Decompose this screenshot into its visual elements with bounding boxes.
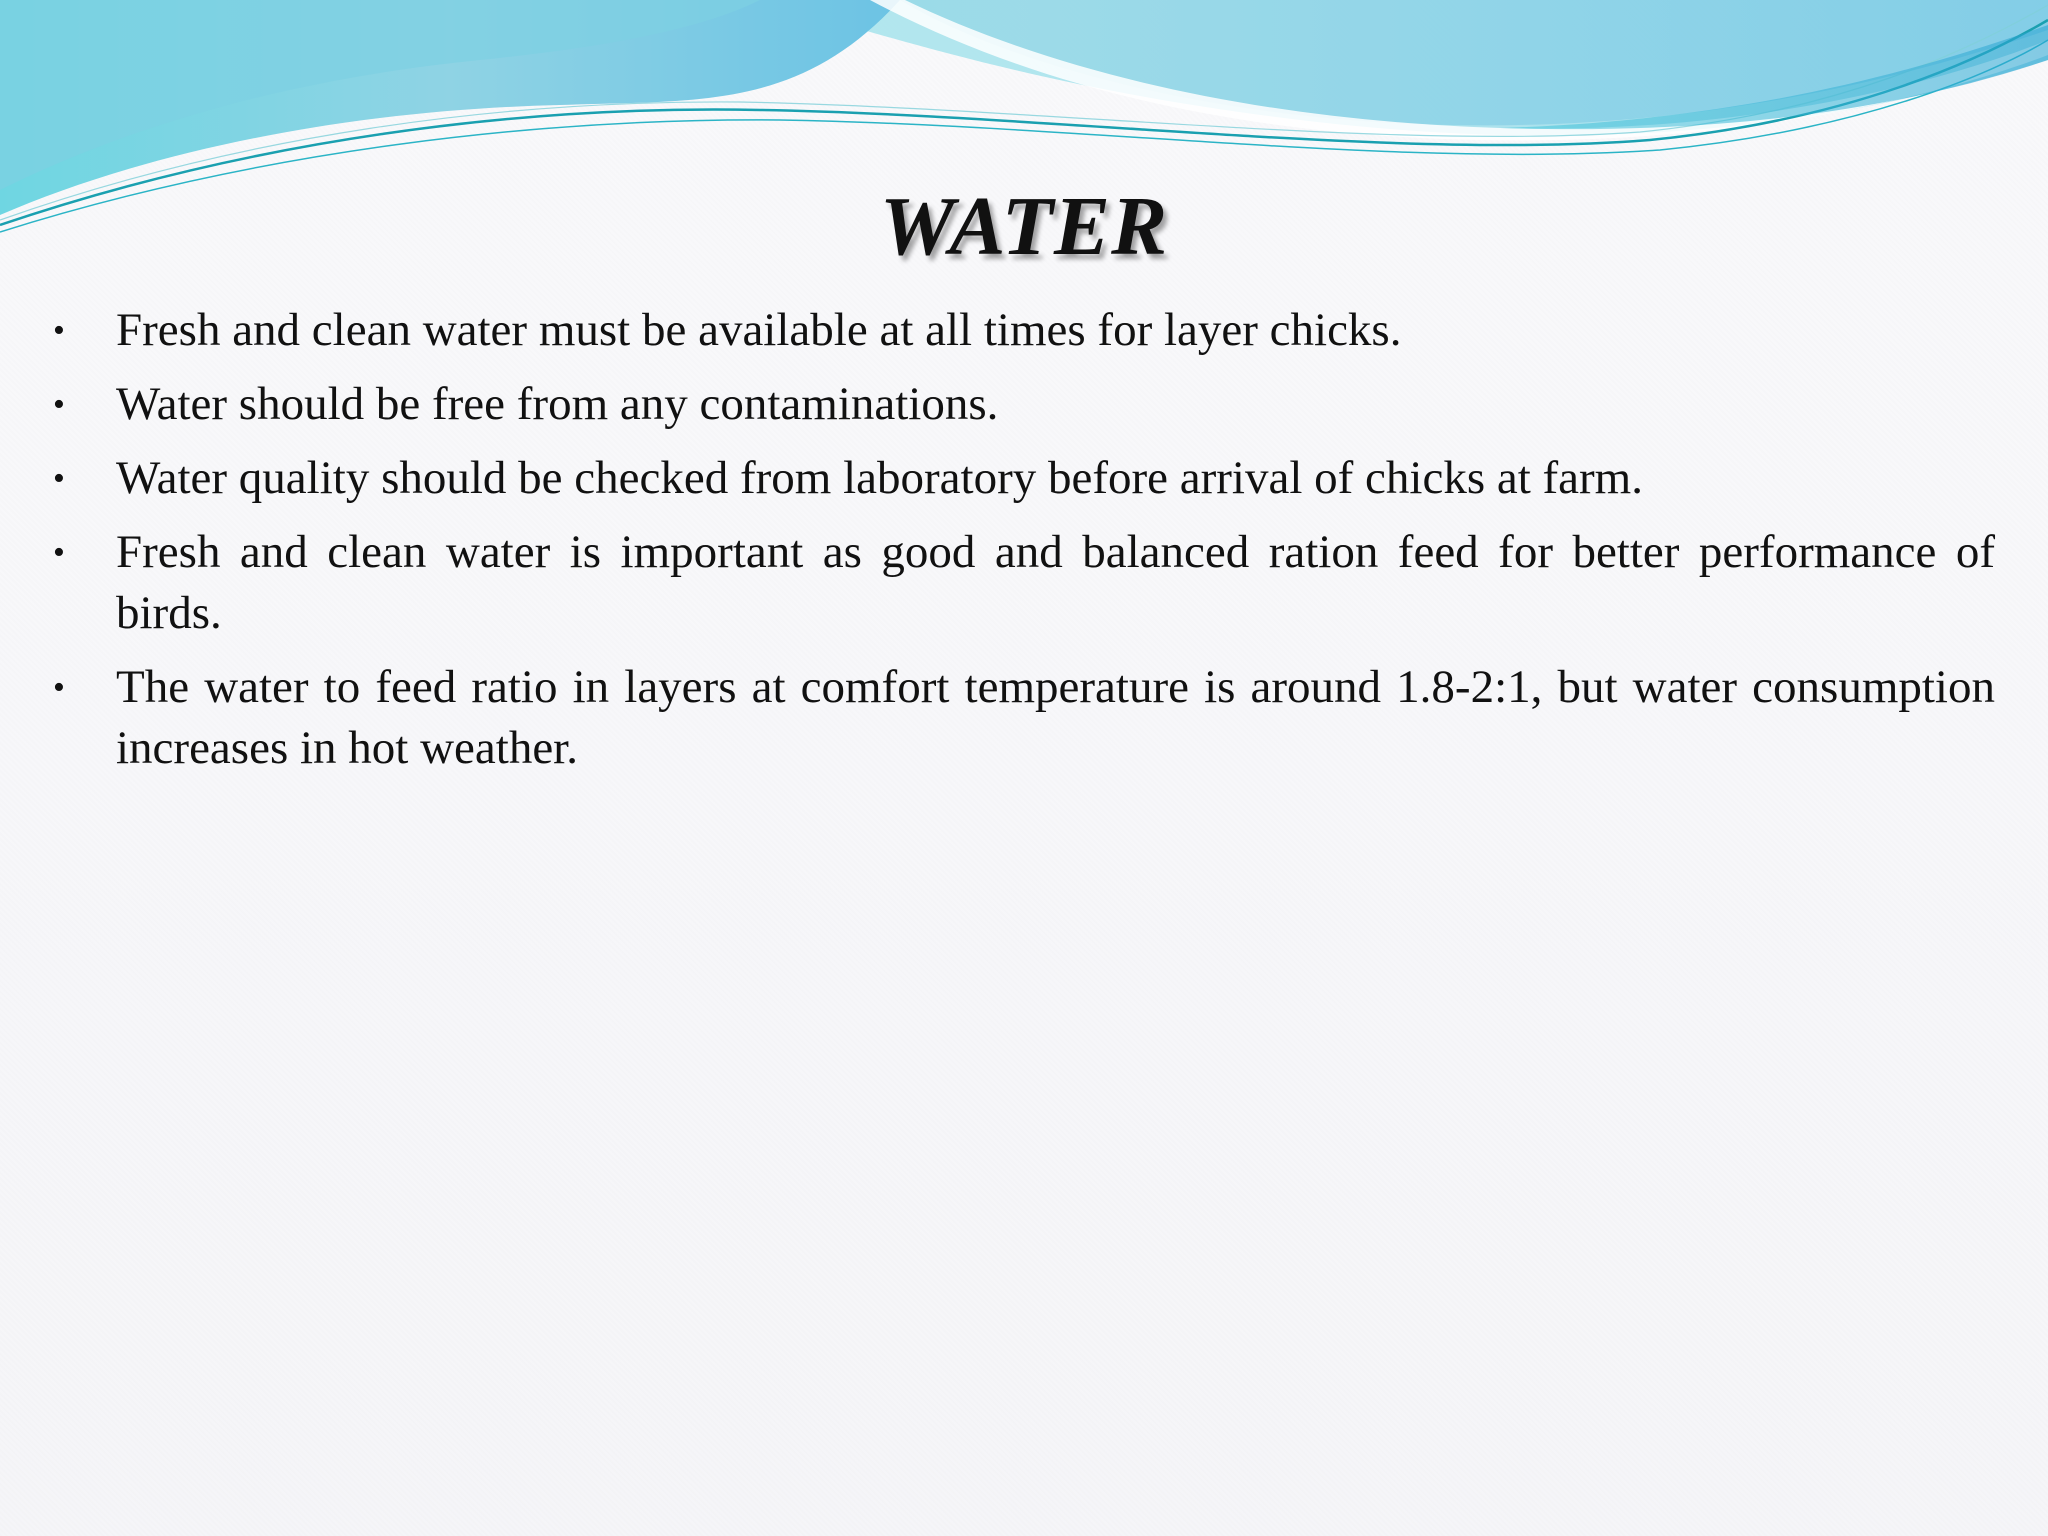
bullet-item [50,374,1995,435]
bullet-content [50,300,1995,792]
bullet-list [50,300,1995,779]
bullet-item [50,522,1995,644]
slide-title: WATER [879,180,1169,273]
bullet-item [50,300,1995,361]
bullet-icon: • [53,312,65,349]
bullet-icon: • [53,534,65,571]
bullet-icon: • [53,460,65,497]
bullet-icon: • [53,669,65,706]
bullet-text: Fresh and clean water is important as good and balanced ration feed for better performance of birds. [116,526,1995,639]
bullet-item [50,657,1995,779]
bullet-text: Water should be free from any contaminations. [116,378,999,430]
bullet-text: The water to feed ratio in layers at comfort temperature is around 1.8-2:1, but water consumption increases in hot weather. [116,661,1995,774]
bullet-text: Water quality should be checked from laboratory before arrival of chicks at farm. [116,452,1643,504]
bullet-icon: • [53,386,65,423]
bullet-text: Fresh and clean water must be available at all times for layer chicks. [116,304,1402,356]
bullet-item [50,448,1995,509]
